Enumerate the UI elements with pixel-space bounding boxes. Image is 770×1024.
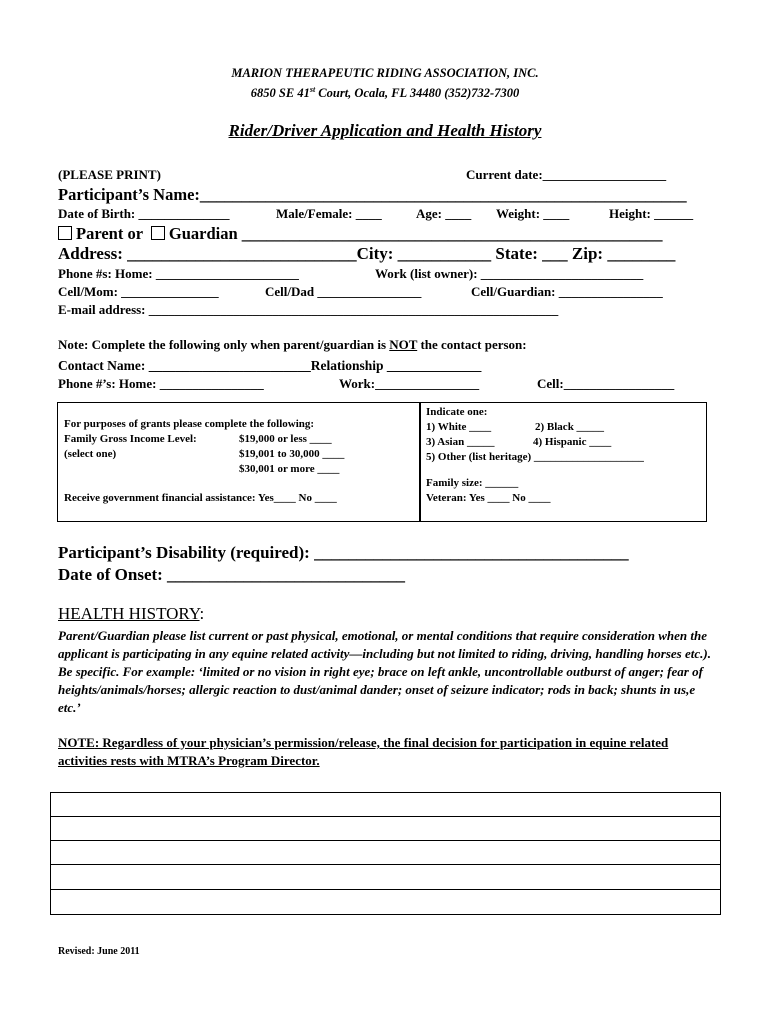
phone-home-field[interactable]: Phone #s: Home: ______________________ xyxy=(58,266,299,281)
cell-dad-field[interactable]: Cell/Dad ________________ xyxy=(265,284,422,299)
cell-mom-field[interactable]: Cell/Mom: _______________ xyxy=(58,284,219,299)
income-level-label: Family Gross Income Level: xyxy=(64,433,197,445)
grants-intro: For purposes of grants please complete the following: xyxy=(64,418,315,430)
contact-note: Note: Complete the following only when parent/guardian is NOT the contact person: xyxy=(58,337,527,352)
select-one-label: (select one) xyxy=(64,448,117,460)
ethnicity-asian[interactable]: 3) Asian _____ xyxy=(426,436,495,448)
parent-label: Parent or xyxy=(76,224,143,243)
cell-guardian-field[interactable]: Cell/Guardian: ________________ xyxy=(471,284,663,299)
health-instructions: Parent/Guardian please list current or past physical, emotional, or mental conditions that require consideration when the applicant is participating in any equine related activity—including but not limited to riding, driving, handling horses etc.). Be specific. For example: ‘limited or no vision in right eye; brace on left ankle, uncontrollable outburst of anger; fear of heights/animals/horses; allergic reaction to dust/animal dander; onset of seizure indicator; rods in back; shunts in us,e etc.’ xyxy=(58,628,711,715)
veteran-field[interactable]: Veteran: Yes ____ No ____ xyxy=(426,492,551,504)
guardian-checkbox[interactable] xyxy=(151,226,165,240)
contact-work-field[interactable]: Work:________________ xyxy=(339,376,480,391)
family-size-field[interactable]: Family size: ______ xyxy=(426,477,519,489)
org-address: 6850 SE 41st Court, Ocala, FL 34480 (352)732-7300 xyxy=(250,85,520,101)
guardian-field[interactable]: Guardian ___________________________________________________ xyxy=(168,224,663,243)
ethnicity-other[interactable]: 5) Other (list heritage) ____________________ xyxy=(426,451,644,463)
gender-field[interactable]: Male/Female: ____ xyxy=(276,206,382,221)
table-border-bottom xyxy=(50,914,720,915)
height-field[interactable]: Height: ______ xyxy=(609,206,694,221)
org-name: MARION THERAPEUTIC RIDING ASSOCIATION, INC. xyxy=(231,66,539,80)
ethnicity-hispanic[interactable]: 4) Hispanic ____ xyxy=(533,436,612,448)
revision-date: Revised: June 2011 xyxy=(58,946,140,957)
age-field[interactable]: Age: ____ xyxy=(416,206,472,221)
contact-name-field[interactable]: Contact Name: ________________________Relationship ______________ xyxy=(58,358,482,373)
contact-cell-field[interactable]: Cell:_________________ xyxy=(537,376,675,391)
table-border-right xyxy=(720,792,721,915)
table-border-left xyxy=(50,792,51,915)
table-row-divider xyxy=(50,864,720,865)
current-date-field[interactable]: Current date:___________________ xyxy=(466,167,667,182)
participant-name-field[interactable]: Participant’s Name:___________________________________________________________ xyxy=(58,185,687,204)
indicate-one-label: Indicate one: xyxy=(426,406,488,418)
table-row-divider xyxy=(50,889,720,890)
parent-checkbox[interactable] xyxy=(58,226,72,240)
page-title: Rider/Driver Application and Health History xyxy=(228,121,542,140)
contact-phone-home-field[interactable]: Phone #’s: Home: ________________ xyxy=(58,376,264,391)
address-field[interactable]: Address: ___________________________City: ___________ State: ___ Zip: ________ xyxy=(58,244,676,263)
table-row-divider xyxy=(50,816,720,817)
health-history-heading: HEALTH HISTORY: xyxy=(58,604,205,623)
parent-guardian-row xyxy=(58,224,663,244)
income-option-1[interactable]: $19,000 or less ____ xyxy=(239,433,332,445)
physician-note: NOTE: Regardless of your physician’s permission/release, the final decision for participation in equine related activities rests with MTRA’s Program Director. xyxy=(58,735,669,768)
income-option-3[interactable]: $30,001 or more ____ xyxy=(239,463,340,475)
onset-date-field[interactable]: Date of Onset: ____________________________ xyxy=(58,565,406,584)
ethnicity-white[interactable]: 1) White ____ xyxy=(426,421,492,433)
table-border-top xyxy=(50,792,720,793)
income-option-2[interactable]: $19,001 to 30,000 ____ xyxy=(239,448,345,460)
dob-field[interactable]: Date of Birth: ______________ xyxy=(58,206,230,221)
gov-assistance-field[interactable]: Receive government financial assistance: Yes____ No ____ xyxy=(64,492,337,504)
disability-field[interactable]: Participant’s Disability (required): _____________________________________ xyxy=(58,543,629,562)
work-phone-field[interactable]: Work (list owner): _________________________ xyxy=(375,266,644,281)
please-print-label: (PLEASE PRINT) xyxy=(58,167,161,182)
email-field[interactable]: E-mail address: _______________________________________________________________ xyxy=(58,302,559,317)
weight-field[interactable]: Weight: ____ xyxy=(496,206,570,221)
table-row-divider xyxy=(50,840,720,841)
ethnicity-black[interactable]: 2) Black _____ xyxy=(535,421,605,433)
